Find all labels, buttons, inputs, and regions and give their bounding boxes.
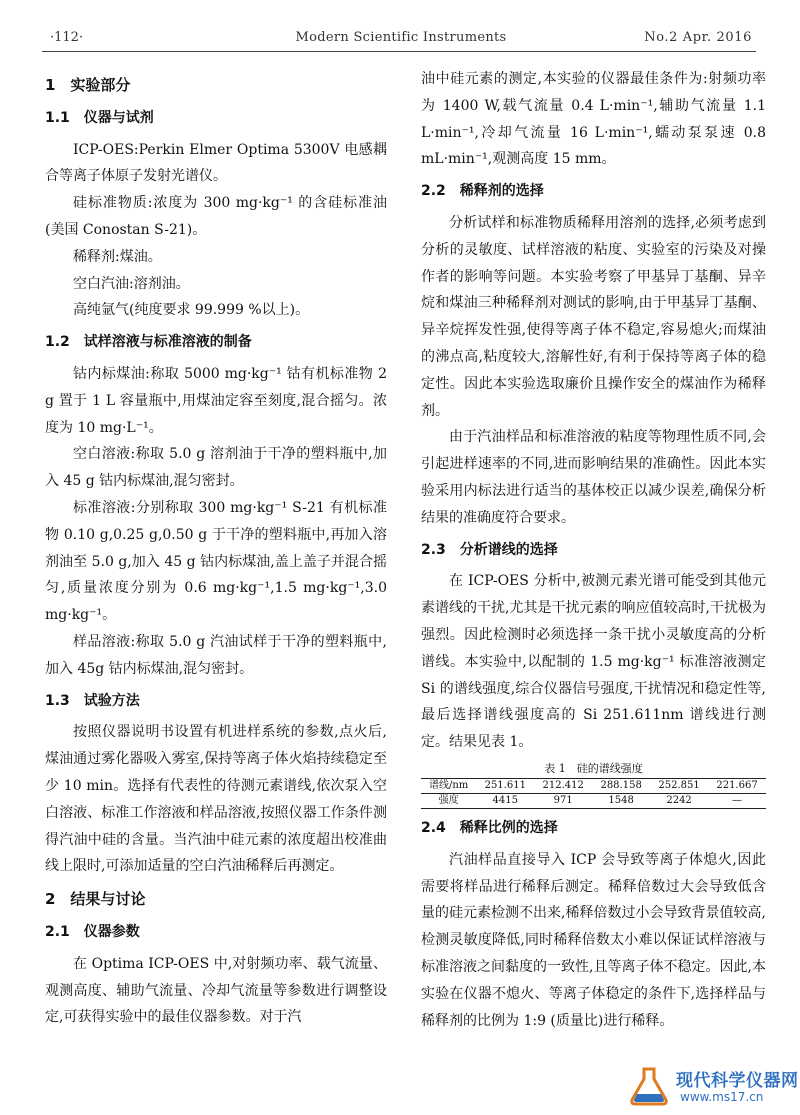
paragraph: 空白汽油:溶剂油。 — [73, 275, 190, 292]
paragraph: ICP-OES:Perkin Elmer Optima 5300V 电感耦合等离子体原子发射光谱仪。 — [45, 141, 387, 185]
paragraph: 硅标准物质:浓度为 300 mg·kg⁻¹ 的含硅标准油(美国 Conostan S-21)。 — [45, 195, 387, 238]
table-caption: 表 1 硅的谱线强度 — [544, 761, 643, 775]
table-row — [421, 793, 766, 808]
section-heading: 2 结果与讨论 — [45, 890, 146, 909]
right-column — [421, 66, 766, 1034]
watermark-title: 现代科学仪器网 — [676, 1071, 799, 1091]
header-rule — [42, 51, 756, 52]
table-cell: 强度 — [438, 794, 459, 806]
subsection-heading: 2.2 稀释剂的选择 — [421, 183, 544, 200]
table-cell: 4415 — [492, 794, 518, 806]
paragraph: 空白溶液:称取 5.0 g 溶剂油于干净的塑料瓶中,加入 45 g 钴内标煤油,混匀密封。 — [45, 446, 387, 490]
subsection-heading: 2.4 稀释比例的选择 — [421, 819, 558, 836]
section-heading: 1 实验部分 — [45, 76, 131, 94]
paragraph: 分析试样和标准物质稀释用溶剂的选择,必须考虑到分析的灵敏度、试样溶液的粘度、实验室的污染及对操作者的影响等问题。本实验考察了甲基异丁基酮、异辛烷和煤油三种稀释剂对测试的影响,由于甲基异丁基酮、异辛烷挥发性强,使得等离子体不稳定,容易熄火;而煤油的沸点高,粘度较大,溶解性好,有利于保持等离子体的稳定性。因此本实验选取廉价且操作安全的煤油作为稀释剂。 — [421, 214, 766, 419]
paragraph: 样品溶液:称取 5.0 g 汽油试样于干净的塑料瓶中,加入 45g 钴内标煤油,混匀密封。 — [45, 633, 387, 677]
table-cell: 251.611 — [476, 778, 534, 793]
table-cell: 971 — [553, 794, 573, 806]
site-watermark — [622, 1058, 800, 1113]
paragraph: 由于汽油样品和标准溶液的粘度等物理性质不同,会引起进样速率的不同,进而影响结果的准确性。因此本实验采用内标法进行适当的基体校正以减少误差,确保分析结果的准确度符合要求。 — [421, 429, 766, 526]
paragraph: 钴内标煤油:称取 5000 mg·kg⁻¹ 钴有机标准物 2 g 置于 1 L 容量瓶中,用煤油定容至刻度,混合摇匀。浓度为 10 mg·L⁻¹。 — [45, 365, 387, 436]
journal-title: Modern Scientific Instruments — [295, 30, 507, 45]
paragraph: 在 Optima ICP-OES 中,对射频功率、载气流量、观测高度、辅助气流量、冷却气流量等参数进行调整设定,可获得实验中的最佳仪器参数。对于汽 — [45, 955, 387, 1026]
paragraph: 在 ICP-OES 分析中,被测元素光谱可能受到其他元素谱线的干扰,尤其是干扰元素的响应值较高时,干扰极为强烈。因此检测时必须选择一条干扰小灵敏度高的分析谱线。本实验中,以配制的 1.5 mg·kg⁻¹ 标准溶液测定 Si 的谱线强度,综合仪器信号强度,干扰情况和稳定性等,最后选择谱线强度高的 Si 251.611nm 谱线进行测定。结果见表 1。 — [421, 573, 766, 751]
table-cell: 221.667 — [708, 778, 766, 793]
subsection-heading: 2.3 分析谱线的选择 — [421, 541, 558, 558]
page-number: ·112· — [50, 30, 84, 45]
table-cell: 谱线/nm — [421, 778, 476, 793]
table-cell: — — [732, 794, 743, 806]
paragraph: 稀释剂:煤油。 — [73, 248, 162, 265]
subsection-heading: 2.1 仪器参数 — [45, 923, 140, 940]
table-row — [421, 778, 766, 793]
spectral-line-table — [421, 778, 766, 809]
table-cell: 288.158 — [592, 778, 650, 793]
issue-info: No.2 Apr. 2016 — [644, 30, 752, 45]
subsection-heading: 1.1 仪器与试剂 — [45, 109, 154, 126]
paragraph: 高纯氩气(纯度要求 99.999 %以上)。 — [73, 302, 310, 319]
running-header — [50, 30, 752, 48]
watermark-url: www.ms17.cn — [680, 1090, 764, 1104]
table-cell: 1548 — [608, 794, 634, 806]
left-column — [45, 66, 387, 1031]
table-cell: 2242 — [666, 794, 692, 806]
paragraph: 油中硅元素的测定,本实验的仪器最佳条件为:射频功率为 1400 W,载气流量 0.4 L·min⁻¹,辅助气流量 1.1 L·min⁻¹,冷却气流量 16 L·min⁻¹,蠕动泵泵速 0.8 mL·min⁻¹,观测高度 15 mm。 — [421, 71, 766, 168]
subsection-heading: 1.2 试样溶液与标准溶液的制备 — [45, 334, 252, 351]
table-cell: 252.851 — [650, 778, 708, 793]
flask-logo-icon — [628, 1066, 670, 1106]
table-cell: 212.412 — [534, 778, 592, 793]
paragraph: 按照仪器说明书设置有机进样系统的参数,点火后,煤油通过雾化器吸入雾室,保持等离子体火焰持续稳定至少 10 min。选择有代表性的待测元素谱线,依次泵入空白溶液、标准工作溶液和样品溶液,按照仪器工作条件测得汽油中硅的含量。当汽油中硅元素的浓度超出校准曲线上限时,可添加适量的空白汽油稀释后再测定。 — [45, 724, 387, 875]
paragraph: 汽油样品直接导入 ICP 会导致等离子体熄火,因此需要将样品进行稀释后测定。稀释倍数过大会导致低含量的硅元素检测不出来,稀释倍数过小会导致背景值较高,检测灵敏度降低,同时稀释倍数太小难以保证试样溶液与标准溶液之间黏度的一致性,且等离子体不稳定。因此,本实验在仪器不熄火、等离子体稳定的条件下,选择样品与稀释剂的比例为 1:9 (质量比)进行稀释。 — [421, 851, 766, 1029]
subsection-heading: 1.3 试验方法 — [45, 692, 140, 709]
paragraph: 标准溶液:分别称取 300 mg·kg⁻¹ S-21 有机标准物 0.10 g,0.25 g,0.50 g 于干净的塑料瓶中,再加入溶剂油至 5.0 g,加入 45 g 钴内标煤油,盖上盖子并混合摇匀,质量浓度分别为 0.6 mg·kg⁻¹,1.5 mg·kg⁻¹,3.0 mg·kg⁻¹。 — [45, 499, 387, 624]
